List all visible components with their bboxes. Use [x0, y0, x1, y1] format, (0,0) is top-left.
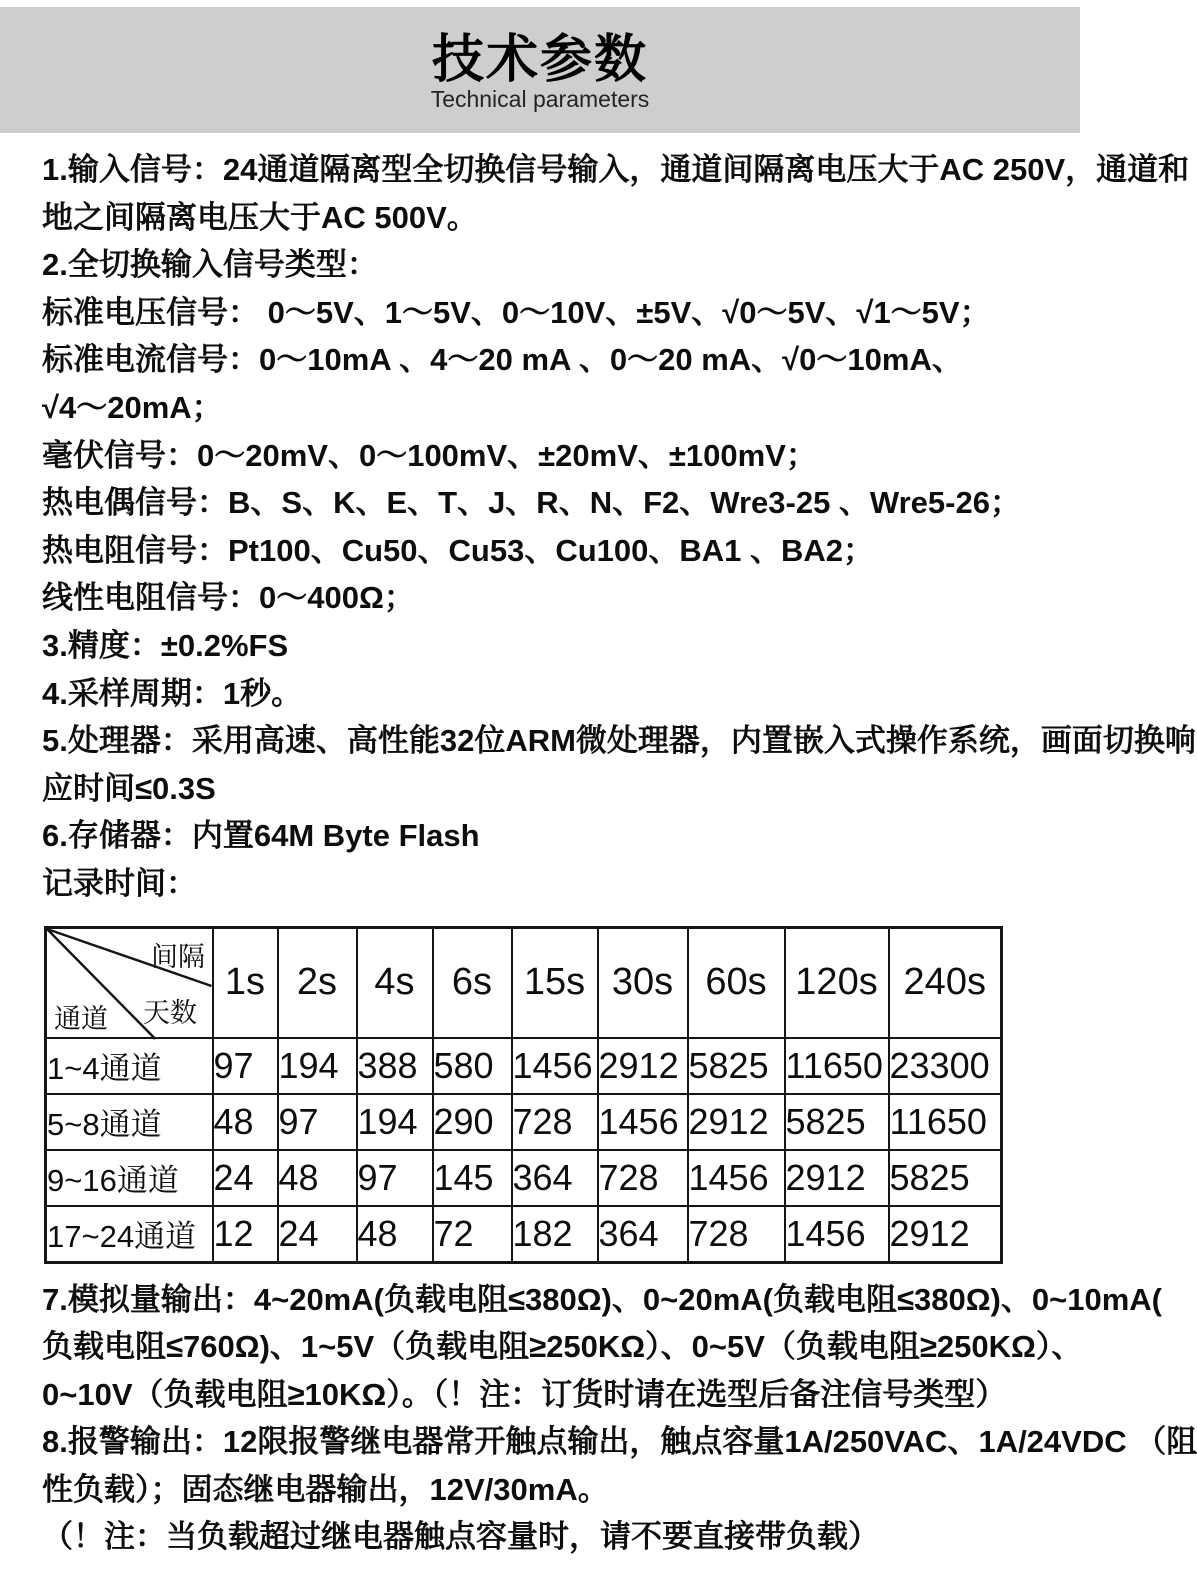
record-days-cell: 728	[512, 1094, 598, 1150]
record-days-cell: 290	[433, 1094, 512, 1150]
channel-range-label: 17~24通道	[46, 1206, 213, 1263]
record-days-cell: 194	[357, 1094, 433, 1150]
spec-bottom-item-1-line: 7.模拟量输出：4~20mA(负载电阻≤380Ω)、0~20mA(负载电阻≤380Ω)、0~10mA(	[42, 1281, 1162, 1317]
interval-header-cell: 120s	[785, 927, 889, 1038]
spec-top-item-2-line: 2.全切换输入信号类型：	[42, 247, 378, 283]
record-days-cell: 24	[213, 1150, 278, 1206]
corner-label-interval: 间隔	[151, 941, 205, 972]
spec-top-item-1-line: 1.输入信号：24通道隔离型全切换信号输入，通道间隔离电压大于AC 250V，通道和	[42, 152, 1190, 187]
record-days-cell: 1456	[688, 1150, 785, 1206]
record-days-cell: 364	[512, 1150, 598, 1206]
table-corner-cell	[46, 927, 213, 1038]
spec-bottom-item-1-line: 负载电阻≤760Ω)、1~5V（负载电阻≥250KΩ）、0~5V（负载电阻≥250KΩ）、	[42, 1329, 1083, 1365]
record-days-cell: 728	[688, 1206, 785, 1263]
spec-bottom-item-2-line: （！注：当负载超过继电器触点容量时，请不要直接带负载）	[42, 1519, 879, 1555]
corner-label-days: 天数	[143, 997, 197, 1028]
record-days-cell: 2912	[785, 1150, 889, 1206]
record-table-row	[46, 1150, 1002, 1206]
spec-top-item-7-line: 热电阻信号：Pt100、Cu50、Cu53、Cu100、BA1 、BA2；	[42, 532, 875, 568]
interval-header-cell: 60s	[688, 927, 785, 1038]
record-days-cell: 97	[278, 1094, 357, 1150]
spec-top-item-12-line: 6.存储器：内置64M Byte Flash	[42, 818, 480, 854]
record-days-cell: 388	[357, 1038, 433, 1094]
header-band	[0, 7, 1080, 133]
channel-range-label: 5~8通道	[46, 1094, 213, 1150]
record-days-cell: 5825	[785, 1094, 889, 1150]
interval-header-cell: 30s	[598, 927, 688, 1038]
spec-top-item-10-line: 4.采样周期：1秒。	[42, 675, 303, 711]
spec-top-item-4-line: √4～20mA；	[42, 389, 223, 425]
record-days-cell: 24	[278, 1206, 357, 1263]
record-table-row	[46, 1094, 1002, 1150]
record-days-cell: 145	[433, 1150, 512, 1206]
record-days-cell: 5825	[688, 1038, 785, 1094]
interval-header-cell: 4s	[357, 927, 433, 1038]
spec-top-item-1-line: 地之间隔离电压大于AC 500V。	[42, 199, 478, 235]
page-subtitle: Technical parameters	[430, 85, 650, 112]
record-days-cell: 97	[213, 1038, 278, 1094]
record-days-cell: 2912	[889, 1206, 1002, 1263]
spec-bottom-item-2-line: 性负载）；固态继电器输出，12V/30mA。	[42, 1471, 609, 1507]
spec-top-item-4-line: 标准电流信号：0～10mA 、4～20 mA 、0～20 mA、√0～10mA、	[42, 342, 963, 378]
record-days-cell: 728	[598, 1150, 688, 1206]
record-days-cell: 1456	[785, 1206, 889, 1263]
record-days-cell: 72	[433, 1206, 512, 1263]
interval-header-cell: 15s	[512, 927, 598, 1038]
record-days-cell: 1456	[512, 1038, 598, 1094]
channel-range-label: 9~16通道	[46, 1150, 213, 1206]
record-days-cell: 23300	[889, 1038, 1002, 1094]
record-days-cell: 580	[433, 1038, 512, 1094]
record-days-cell: 5825	[889, 1150, 1002, 1206]
spec-top-item-11-line: 应时间≤0.3S	[42, 770, 216, 806]
record-days-cell: 48	[278, 1150, 357, 1206]
record-days-cell: 364	[598, 1206, 688, 1263]
spec-list-top	[0, 133, 1196, 908]
record-days-cell: 11650	[785, 1038, 889, 1094]
record-table-row	[46, 1038, 1002, 1094]
interval-header-cell: 240s	[889, 927, 1002, 1038]
record-days-cell: 48	[213, 1094, 278, 1150]
record-days-cell: 11650	[889, 1094, 1002, 1150]
interval-header-cell: 2s	[278, 927, 357, 1038]
record-table-row	[46, 1206, 1002, 1263]
record-days-cell: 48	[357, 1206, 433, 1263]
spec-top-item-11-line: 5.处理器：采用高速、高性能32位ARM微处理器，内置嵌入式操作系统，画面切换响	[42, 723, 1196, 759]
record-days-cell: 97	[357, 1150, 433, 1206]
record-days-cell: 2912	[688, 1094, 785, 1150]
interval-header-cell: 6s	[433, 927, 512, 1038]
spec-top-item-6-line: 热电偶信号：B、S、K、E、T、J、R、N、F2、Wre3-25 、Wre5-26；	[42, 485, 1021, 521]
spec-top-item-8-line: 线性电阻信号：0～400Ω；	[42, 580, 415, 616]
spec-list-bottom	[0, 1264, 1197, 1562]
page-title: 技术参数	[431, 31, 648, 90]
spec-bottom-item-2-line: 8.报警输出：12限报警继电器常开触点输出，触点容量1A/250VAC、1A/24VDC （阻	[42, 1424, 1197, 1460]
record-table	[44, 926, 1003, 1264]
record-days-cell: 12	[213, 1206, 278, 1263]
spec-top-item-5-line: 毫伏信号：0～20mV、0～100mV、±20mV、±100mV；	[42, 437, 817, 473]
spec-bottom-item-1-line: 0~10V（负载电阻≥10KΩ）。（！注：订货时请在选型后备注信号类型）	[42, 1376, 1007, 1412]
spec-top-item-3-line: 标准电压信号： 0～5V、1～5V、0～10V、±5V、√0～5V、√1～5V；	[42, 294, 991, 330]
record-days-cell: 182	[512, 1206, 598, 1263]
record-days-cell: 194	[278, 1038, 357, 1094]
corner-label-channel: 通道	[54, 1003, 108, 1034]
record-table-header-row	[46, 927, 1002, 1038]
spec-top-item-13-line: 记录时间：	[42, 865, 197, 901]
interval-header-cell: 1s	[213, 927, 278, 1038]
record-days-cell: 1456	[598, 1094, 688, 1150]
record-days-cell: 2912	[598, 1038, 688, 1094]
spec-top-item-9-line: 3.精度：±0.2%FS	[42, 627, 289, 663]
channel-range-label: 1~4通道	[46, 1038, 213, 1094]
